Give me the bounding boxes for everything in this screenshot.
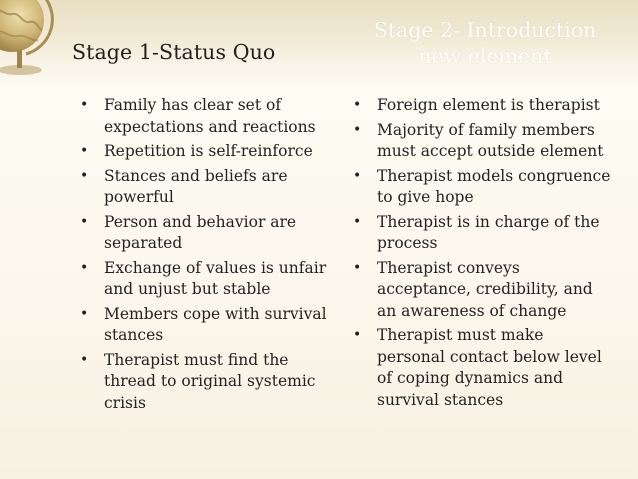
list-item xyxy=(80,95,332,138)
bullet-icon: • xyxy=(353,259,362,276)
bullet-icon: • xyxy=(80,143,89,159)
stage-2-title-line-2: new element xyxy=(418,44,552,68)
bullet-icon: • xyxy=(80,167,89,184)
bullet-icon: • xyxy=(80,305,89,322)
list-item xyxy=(353,95,615,117)
bullet-icon: • xyxy=(353,121,362,138)
bullet-text: Therapist conveys acceptance, credibility, and an awareness of change xyxy=(377,258,593,320)
list-item xyxy=(353,258,615,323)
list-item xyxy=(80,141,332,163)
stage-2-bullet-list xyxy=(353,95,615,414)
stage-1-bullet-list xyxy=(80,95,332,417)
bullet-icon: • xyxy=(80,351,89,368)
bullet-icon: • xyxy=(353,327,362,343)
stage-2-title xyxy=(340,17,630,69)
bullet-text: Family has clear set of expectations and reactions xyxy=(104,96,316,136)
bullet-text: Foreign element is therapist xyxy=(377,96,600,114)
list-item xyxy=(80,350,332,415)
globe-icon xyxy=(0,0,56,76)
bullet-text: Therapist must make personal contact below level of coping dynamics and survival stances xyxy=(377,326,602,409)
list-item xyxy=(80,258,332,301)
stage-1-title: Stage 1-Status Quo xyxy=(72,40,276,64)
bullet-icon: • xyxy=(353,97,362,113)
bullet-icon: • xyxy=(353,213,362,230)
bullet-text: Members cope with survival stances xyxy=(104,304,327,344)
bullet-icon: • xyxy=(353,167,362,184)
bullet-text: Repetition is self-reinforce xyxy=(104,142,313,160)
bullet-icon: • xyxy=(80,97,89,113)
list-item xyxy=(80,212,332,255)
bullet-text: Majority of family members must accept outside element xyxy=(377,120,604,160)
bullet-text: Exchange of values is unfair and unjust but stable xyxy=(104,258,327,298)
bullet-text: Person and behavior are separated xyxy=(104,212,297,252)
list-item xyxy=(80,166,332,209)
list-item xyxy=(353,166,615,209)
list-item xyxy=(353,120,615,163)
bullet-text: Stances and beliefs are powerful xyxy=(104,166,288,206)
list-item xyxy=(80,304,332,347)
stage-2-title-line-1: Stage 2- Introduction xyxy=(373,18,597,42)
list-item xyxy=(353,212,615,255)
bullet-icon: • xyxy=(80,213,89,230)
bullet-icon: • xyxy=(80,259,89,276)
bullet-text: Therapist must find the thread to original systemic crisis xyxy=(104,350,316,412)
bullet-text: Therapist is in charge of the process xyxy=(377,212,600,252)
list-item xyxy=(353,325,615,411)
bullet-text: Therapist models congruence to give hope xyxy=(377,166,611,206)
